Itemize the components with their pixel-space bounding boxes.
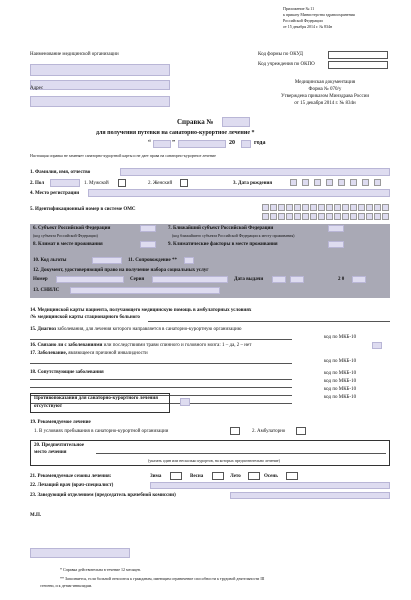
- footnote-1: * Справка действительна в течение 12 месяцев.: [60, 567, 141, 572]
- field-12-number-label: Номер: [33, 277, 48, 282]
- digit-cell[interactable]: [326, 204, 333, 211]
- disability-line[interactable]: [30, 363, 292, 364]
- spinal-relation-field[interactable]: [372, 342, 382, 349]
- field-22-label: 22. Лечащий врач (врач-специалист): [30, 483, 114, 488]
- season-winter-checkbox[interactable]: [170, 472, 182, 480]
- footnote-2: ** Заполняется, если больной относится к гражданам, имеющим ограничение способности к трудовой деятельности III: [60, 576, 265, 581]
- okpo-field[interactable]: [328, 61, 388, 69]
- field-10-label: 10. Код льготы: [33, 258, 67, 263]
- digit-cell[interactable]: [374, 213, 381, 220]
- digit-cell[interactable]: [302, 179, 309, 186]
- oms-number-cells[interactable]: [262, 204, 390, 212]
- field-2-label: 2. Пол: [30, 181, 45, 186]
- field-14-line-2: /№ медицинской карты стационарного больного: [30, 315, 140, 320]
- doc-line-1: Медицинская документация: [294, 80, 356, 85]
- stamp-label: М.П.: [30, 513, 42, 518]
- okud-field[interactable]: [328, 51, 388, 59]
- org-label: Наименование медицинской организации: [30, 52, 119, 57]
- field-17-row: [30, 351, 148, 357]
- field-12-series-label: Серия: [130, 277, 145, 282]
- digit-cell[interactable]: [294, 204, 301, 211]
- okud-label: Код формы по ОКУД: [258, 52, 303, 57]
- digit-cell[interactable]: [314, 179, 321, 186]
- digit-cell[interactable]: [350, 213, 357, 220]
- field-9-label: 9. Климатические факторы в месте проживания: [168, 242, 278, 247]
- digit-cell[interactable]: [270, 204, 277, 211]
- digit-cell[interactable]: [310, 213, 317, 220]
- digit-cell[interactable]: [358, 213, 365, 220]
- head-of-department-field[interactable]: [230, 492, 390, 499]
- field-17-text: являющееся причиной инвалидности: [68, 351, 148, 356]
- field-12-date-label: Дата выдачи: [234, 277, 264, 282]
- sex-female-checkbox[interactable]: [180, 179, 188, 187]
- org-name-field-2[interactable]: [30, 80, 170, 90]
- field-15-label: 15. Диагноз: [30, 327, 56, 332]
- registration-field[interactable]: [88, 189, 390, 197]
- issue-month-field[interactable]: [290, 276, 304, 283]
- sex-female-label: 2. Женский: [148, 181, 173, 186]
- escort-field[interactable]: [184, 257, 194, 264]
- field-14-line-1: 14. Медицинской карты пациента, получающего медицинскую помощь в амбулаторных условиях: [30, 308, 252, 313]
- digit-cell[interactable]: [318, 204, 325, 211]
- digit-cell[interactable]: [318, 213, 325, 220]
- date-quote-open: “: [148, 140, 151, 146]
- digit-cell[interactable]: [342, 204, 349, 211]
- digit-cell[interactable]: [302, 204, 309, 211]
- field-21-label: 21. Рекомендуемые сезоны лечения:: [30, 474, 112, 479]
- concomitant-line-2[interactable]: [30, 387, 292, 388]
- digit-cell[interactable]: [382, 204, 389, 211]
- mkb-label-18d: код по МКБ-10: [324, 395, 357, 400]
- date-quote-close: ”: [172, 140, 175, 146]
- footnote-3: степени, и к детям-инвалидам.: [40, 583, 93, 588]
- sex-field[interactable]: [50, 179, 80, 187]
- mkb-label-18c: код по МКБ-10: [324, 387, 357, 392]
- signature-date-field[interactable]: [30, 548, 130, 558]
- date-day-field[interactable]: [153, 140, 171, 148]
- issue-year-field[interactable]: [352, 276, 366, 283]
- date-year-field[interactable]: [241, 140, 251, 148]
- season-winter-label: Зима: [150, 474, 162, 479]
- issue-day-field[interactable]: [272, 276, 286, 283]
- digit-cell[interactable]: [366, 204, 373, 211]
- appendix-line-1: Приложение № 11: [283, 6, 315, 11]
- digit-cell[interactable]: [294, 213, 301, 220]
- mkb-label-17: код по МКБ-10: [324, 359, 357, 364]
- field-19-label: 19. Рекомендуемое лечение: [30, 420, 91, 425]
- medical-card-line[interactable]: [148, 321, 390, 322]
- appendix-line-3: Российской Федерации: [283, 18, 323, 23]
- field-20-sub: (указать один или несколько курортов, на которых предпочтительно лечение): [148, 458, 280, 463]
- field-11-label: 11. Сопровождение **: [128, 258, 178, 263]
- climate-factors-field[interactable]: [328, 241, 344, 248]
- treatment-outpatient-checkbox[interactable]: [296, 427, 306, 435]
- field-17-label: 17. Заболевание,: [30, 351, 67, 356]
- digit-cell[interactable]: [290, 179, 297, 186]
- mkb-label-18b: код по МКБ-10: [324, 379, 357, 384]
- year-suffix: года: [254, 140, 266, 146]
- digit-cell[interactable]: [286, 213, 293, 220]
- subject-code-field[interactable]: [140, 225, 156, 232]
- digit-cell[interactable]: [382, 213, 389, 220]
- address-label: Адрес: [30, 86, 44, 91]
- year-prefix: 20: [229, 140, 235, 146]
- field-8-label: 8. Климат в месте проживания: [33, 242, 103, 247]
- contraindications-line-2: отсутствуют: [34, 404, 63, 409]
- contraindications-line-1: Противопоказания для санаторно-курортного лечения: [34, 396, 159, 401]
- digit-cell[interactable]: [270, 213, 277, 220]
- appendix-line-2: к приказу Министерства здравоохранения: [283, 12, 355, 17]
- digit-cell[interactable]: [358, 204, 365, 211]
- okpo-label: Код учреждения по ОКПО: [258, 62, 315, 67]
- treatment-sanatorium-checkbox[interactable]: [230, 427, 240, 435]
- address-field[interactable]: [30, 96, 170, 107]
- field-6-label: 6. Субъект Российской Федерации: [33, 226, 111, 231]
- season-spring-label: Весна: [190, 474, 204, 479]
- certificate-number-field[interactable]: [222, 117, 250, 127]
- digit-cell[interactable]: [310, 204, 317, 211]
- contraindications-field[interactable]: [180, 398, 190, 406]
- benefit-code-field[interactable]: [92, 257, 122, 264]
- digit-cell[interactable]: [334, 204, 341, 211]
- digit-cell[interactable]: [326, 179, 333, 186]
- digit-cell[interactable]: [326, 213, 333, 220]
- full-name-field[interactable]: [120, 168, 390, 176]
- field-23-label: 23. Заведующий отделением (председатель врачебной комиссии): [30, 493, 176, 498]
- notice-text: Настоящая справка не заменяет санаторно-курортной карты и не дает права на санаторно-курортное лечение: [30, 153, 216, 158]
- digit-cell[interactable]: [278, 204, 285, 211]
- field-5-label: 5. Идентификационный номер в системе ОМС: [30, 207, 136, 212]
- concomitant-line-1[interactable]: [30, 379, 292, 380]
- field-15-text: заболевания, для лечения которого направляется в санаторно-курортную организацию: [57, 327, 242, 332]
- document-series-field[interactable]: [152, 276, 228, 283]
- certificate-subtitle: для получения путевки на санаторно-курортное лечение *: [96, 130, 255, 136]
- doc-line-3: Утверждена приказом Минздрава России: [280, 94, 370, 99]
- field-12-label: 12. Документ, удостоверяющий право на получение набора социальных услуг: [33, 268, 209, 273]
- attending-doctor-field[interactable]: [150, 482, 390, 489]
- diagnosis-line[interactable]: [30, 339, 292, 340]
- org-name-field[interactable]: [30, 64, 170, 76]
- field-20-line-1: 20. Предпочтительное: [34, 443, 84, 448]
- document-number-field[interactable]: [56, 276, 124, 283]
- digit-cell[interactable]: [334, 213, 341, 220]
- field-4-label: 4. Место регистрации: [30, 191, 80, 196]
- nearest-subject-field[interactable]: [328, 225, 344, 232]
- issue-year-prefix: 2 0: [338, 277, 345, 282]
- doc-line-4: от 15 декабря 2014 г. № 834н: [294, 101, 356, 106]
- appendix-line-4: от 15 декабря 2014 г. № 834н: [283, 24, 333, 29]
- digit-cell[interactable]: [262, 204, 269, 211]
- mkb-label-15: код по МКБ-10: [324, 335, 357, 340]
- snils-field[interactable]: [70, 287, 220, 294]
- digit-cell[interactable]: [374, 204, 381, 211]
- field-16-text: или последствиями травм спинного и головного мозга: 1 – да, 2 – нет: [103, 343, 252, 348]
- field-20-line-2: место лечения: [34, 450, 67, 455]
- field-16-row: [30, 343, 251, 349]
- doc-line-2: Форма № 070/у: [308, 87, 342, 92]
- climate-field[interactable]: [140, 241, 156, 248]
- field-7-label: 7. Ближайший субъект Российской Федерации: [168, 226, 274, 231]
- season-spring-checkbox[interactable]: [212, 472, 224, 480]
- digit-cell[interactable]: [374, 179, 381, 186]
- field-3-label: 3. Дата рождения: [233, 181, 273, 186]
- digit-cell[interactable]: [362, 179, 369, 186]
- season-autumn-label: Осень: [264, 474, 278, 479]
- date-month-field[interactable]: [178, 140, 226, 148]
- sex-male-checkbox[interactable]: [118, 179, 126, 187]
- digit-cell[interactable]: [338, 179, 345, 186]
- mkb-label-18a: код по МКБ-10: [324, 371, 357, 376]
- sex-male-label: 1. Мужской: [84, 181, 109, 186]
- digit-cell[interactable]: [350, 179, 357, 186]
- oms-number-cells-2[interactable]: [262, 213, 390, 221]
- season-summer-checkbox[interactable]: [248, 472, 260, 480]
- field-7-sub: (код ближайшего субъекта Российской Федерации к месту проживания): [172, 233, 295, 238]
- treatment-option-1: 1. В условиях пребывания в санаторно-курортной организации: [34, 429, 169, 434]
- season-summer-label: Лето: [230, 474, 241, 479]
- digit-cell[interactable]: [262, 213, 269, 220]
- treatment-option-2: 2. Амбулаторно: [252, 429, 286, 434]
- field-16-label: 16. Связано ли с заболеваниями: [30, 343, 103, 348]
- birth-date-cells[interactable]: [290, 179, 390, 187]
- digit-cell[interactable]: [278, 213, 285, 220]
- field-6-sub: (код субъекта Российской Федерации): [33, 233, 98, 238]
- digit-cell[interactable]: [366, 213, 373, 220]
- field-15-row: [30, 327, 241, 333]
- certificate-title: Справка №: [177, 118, 214, 126]
- field-1-label: 1. Фамилия, имя, отчество: [30, 170, 91, 175]
- digit-cell[interactable]: [350, 204, 357, 211]
- field-18-label: 18. Сопутствующие заболевания: [30, 370, 104, 375]
- field-13-label: 13. СНИЛС: [33, 288, 60, 293]
- preferred-place-line[interactable]: [96, 453, 386, 454]
- season-autumn-checkbox[interactable]: [286, 472, 298, 480]
- digit-cell[interactable]: [342, 213, 349, 220]
- digit-cell[interactable]: [302, 213, 309, 220]
- digit-cell[interactable]: [286, 204, 293, 211]
